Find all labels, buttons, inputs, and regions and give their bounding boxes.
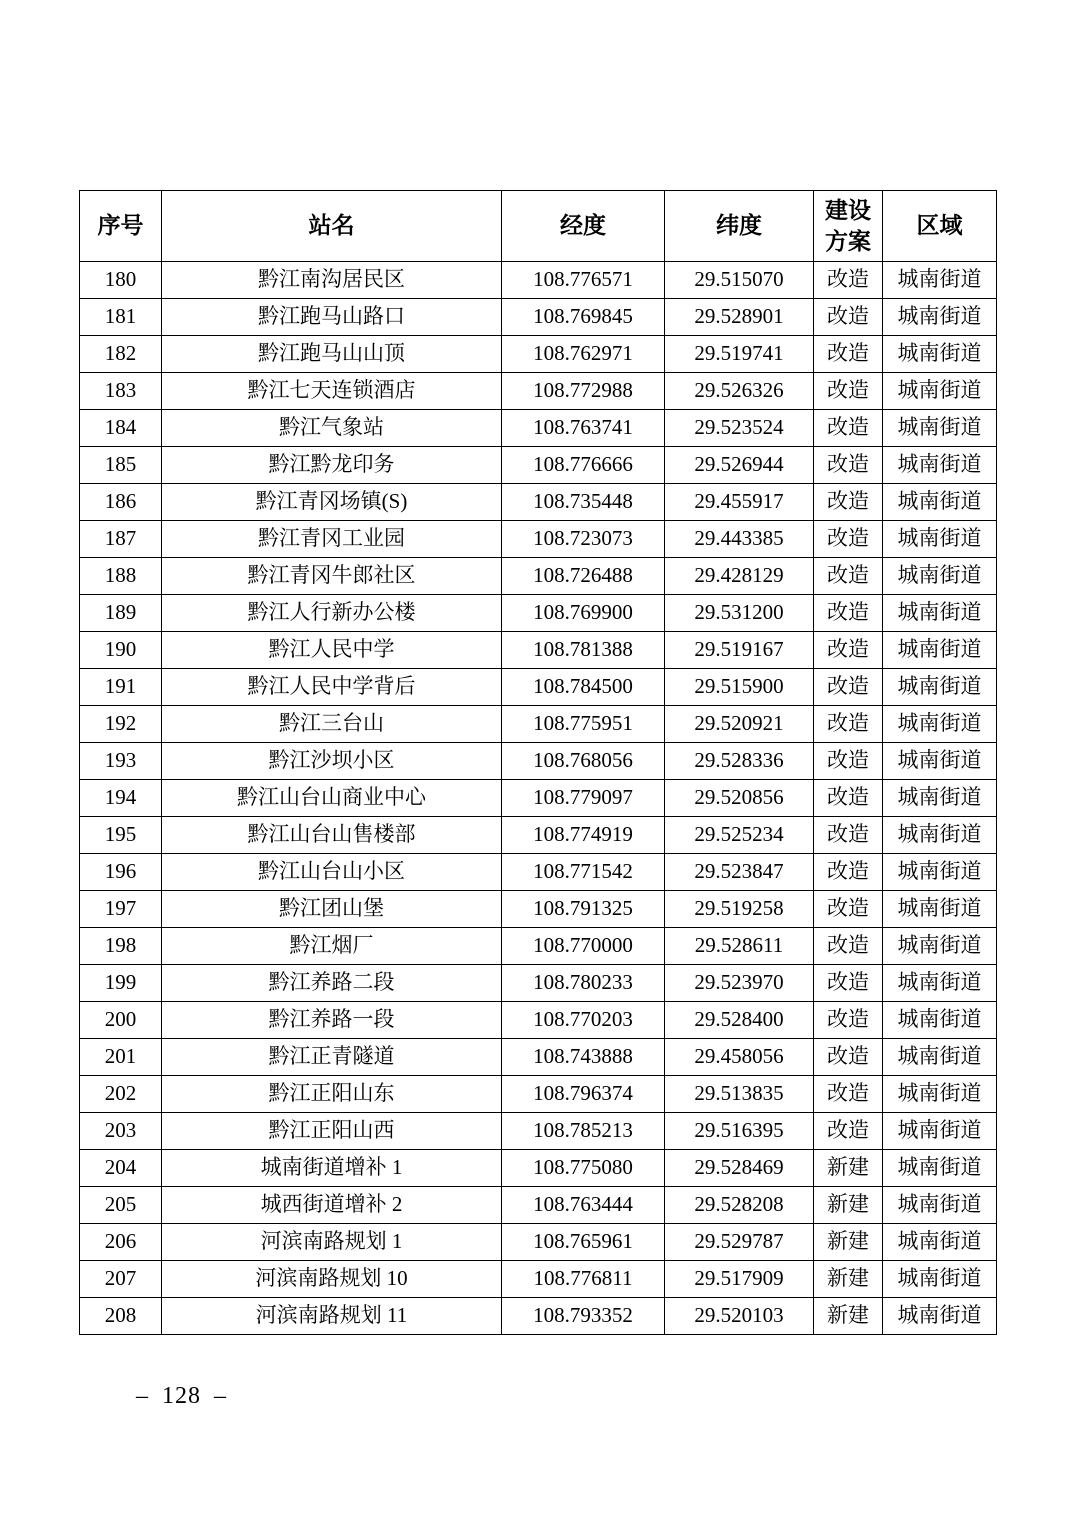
- cell-construction-plan: 改造: [814, 1113, 883, 1150]
- cell-serial: 181: [80, 299, 162, 336]
- cell-district: 城南街道: [883, 1187, 997, 1224]
- cell-serial: 185: [80, 447, 162, 484]
- cell-station-name: 黔江青冈场镇(S): [162, 484, 502, 521]
- cell-district: 城南街道: [883, 817, 997, 854]
- cell-construction-plan: 新建: [814, 1224, 883, 1261]
- cell-serial: 192: [80, 706, 162, 743]
- cell-latitude: 29.516395: [665, 1113, 814, 1150]
- cell-construction-plan: 改造: [814, 1002, 883, 1039]
- cell-station-name: 黔江山台山售楼部: [162, 817, 502, 854]
- cell-serial: 188: [80, 558, 162, 595]
- cell-construction-plan: 改造: [814, 632, 883, 669]
- cell-district: 城南街道: [883, 632, 997, 669]
- cell-station-name: 黔江气象站: [162, 410, 502, 447]
- page-number: – 128 –: [136, 1383, 227, 1409]
- cell-construction-plan: 新建: [814, 1150, 883, 1187]
- cell-station-name: 黔江青冈牛郎社区: [162, 558, 502, 595]
- table-row: [80, 1002, 997, 1039]
- table-row: [80, 595, 997, 632]
- cell-construction-plan: 改造: [814, 965, 883, 1002]
- cell-longitude: 108.779097: [502, 780, 665, 817]
- cell-district: 城南街道: [883, 780, 997, 817]
- table-row: [80, 410, 997, 447]
- cell-serial: 190: [80, 632, 162, 669]
- table-row: [80, 891, 997, 928]
- cell-construction-plan: 改造: [814, 706, 883, 743]
- cell-serial: 205: [80, 1187, 162, 1224]
- table-row: [80, 1113, 997, 1150]
- cell-serial: 198: [80, 928, 162, 965]
- cell-serial: 196: [80, 854, 162, 891]
- cell-latitude: 29.528469: [665, 1150, 814, 1187]
- table-row: [80, 1076, 997, 1113]
- cell-station-name: 河滨南路规划 11: [162, 1298, 502, 1335]
- cell-district: 城南街道: [883, 558, 997, 595]
- table-header: [80, 191, 997, 262]
- table-row: [80, 447, 997, 484]
- cell-latitude: 29.528400: [665, 1002, 814, 1039]
- table-row: [80, 706, 997, 743]
- cell-district: 城南街道: [883, 336, 997, 373]
- cell-serial: 202: [80, 1076, 162, 1113]
- cell-station-name: 黔江养路二段: [162, 965, 502, 1002]
- cell-latitude: 29.519258: [665, 891, 814, 928]
- cell-construction-plan: 改造: [814, 780, 883, 817]
- cell-serial: 207: [80, 1261, 162, 1298]
- cell-serial: 204: [80, 1150, 162, 1187]
- table-row: [80, 484, 997, 521]
- table-row: [80, 1261, 997, 1298]
- cell-construction-plan: 改造: [814, 484, 883, 521]
- cell-latitude: 29.455917: [665, 484, 814, 521]
- table-row: [80, 1150, 997, 1187]
- cell-longitude: 108.775080: [502, 1150, 665, 1187]
- cell-longitude: 108.769900: [502, 595, 665, 632]
- cell-serial: 186: [80, 484, 162, 521]
- cell-construction-plan: 改造: [814, 743, 883, 780]
- cell-station-name: 黔江三台山: [162, 706, 502, 743]
- cell-district: 城南街道: [883, 743, 997, 780]
- cell-construction-plan: 新建: [814, 1298, 883, 1335]
- cell-longitude: 108.765961: [502, 1224, 665, 1261]
- cell-latitude: 29.525234: [665, 817, 814, 854]
- cell-serial: 201: [80, 1039, 162, 1076]
- cell-district: 城南街道: [883, 928, 997, 965]
- cell-longitude: 108.743888: [502, 1039, 665, 1076]
- cell-serial: 191: [80, 669, 162, 706]
- cell-longitude: 108.772988: [502, 373, 665, 410]
- cell-construction-plan: 新建: [814, 1187, 883, 1224]
- cell-latitude: 29.528208: [665, 1187, 814, 1224]
- table-row: [80, 780, 997, 817]
- cell-district: 城南街道: [883, 521, 997, 558]
- cell-construction-plan: 改造: [814, 1039, 883, 1076]
- cell-district: 城南街道: [883, 1261, 997, 1298]
- header-serial: 序号: [80, 191, 162, 262]
- table-body: [80, 262, 997, 1335]
- cell-longitude: 108.780233: [502, 965, 665, 1002]
- cell-construction-plan: 改造: [814, 1076, 883, 1113]
- cell-latitude: 29.526326: [665, 373, 814, 410]
- cell-construction-plan: 新建: [814, 1261, 883, 1298]
- cell-serial: 199: [80, 965, 162, 1002]
- cell-district: 城南街道: [883, 262, 997, 299]
- cell-latitude: 29.428129: [665, 558, 814, 595]
- cell-station-name: 黔江南沟居民区: [162, 262, 502, 299]
- cell-district: 城南街道: [883, 965, 997, 1002]
- cell-longitude: 108.796374: [502, 1076, 665, 1113]
- cell-latitude: 29.517909: [665, 1261, 814, 1298]
- table-row: [80, 262, 997, 299]
- cell-longitude: 108.776811: [502, 1261, 665, 1298]
- cell-station-name: 黔江沙坝小区: [162, 743, 502, 780]
- table-row: [80, 854, 997, 891]
- cell-serial: 203: [80, 1113, 162, 1150]
- cell-district: 城南街道: [883, 447, 997, 484]
- cell-latitude: 29.529787: [665, 1224, 814, 1261]
- cell-construction-plan: 改造: [814, 447, 883, 484]
- cell-construction-plan: 改造: [814, 373, 883, 410]
- cell-station-name: 黔江跑马山路口: [162, 299, 502, 336]
- header-longitude: 经度: [502, 191, 665, 262]
- cell-latitude: 29.515070: [665, 262, 814, 299]
- cell-longitude: 108.776571: [502, 262, 665, 299]
- cell-latitude: 29.520856: [665, 780, 814, 817]
- cell-district: 城南街道: [883, 299, 997, 336]
- cell-serial: 189: [80, 595, 162, 632]
- cell-serial: 200: [80, 1002, 162, 1039]
- cell-latitude: 29.515900: [665, 669, 814, 706]
- cell-serial: 180: [80, 262, 162, 299]
- cell-longitude: 108.735448: [502, 484, 665, 521]
- cell-longitude: 108.775951: [502, 706, 665, 743]
- header-construction-plan: 建设方案: [814, 191, 883, 262]
- cell-longitude: 108.763444: [502, 1187, 665, 1224]
- cell-station-name: 黔江青冈工业园: [162, 521, 502, 558]
- cell-serial: 206: [80, 1224, 162, 1261]
- cell-latitude: 29.528901: [665, 299, 814, 336]
- cell-construction-plan: 改造: [814, 299, 883, 336]
- cell-station-name: 黔江人民中学背后: [162, 669, 502, 706]
- cell-serial: 195: [80, 817, 162, 854]
- cell-station-name: 黔江烟厂: [162, 928, 502, 965]
- cell-latitude: 29.523970: [665, 965, 814, 1002]
- cell-longitude: 108.774919: [502, 817, 665, 854]
- cell-station-name: 黔江人民中学: [162, 632, 502, 669]
- table-row: [80, 1224, 997, 1261]
- header-district: 区域: [883, 191, 997, 262]
- header-latitude: 纬度: [665, 191, 814, 262]
- cell-longitude: 108.768056: [502, 743, 665, 780]
- cell-serial: 208: [80, 1298, 162, 1335]
- cell-station-name: 黔江养路一段: [162, 1002, 502, 1039]
- cell-latitude: 29.513835: [665, 1076, 814, 1113]
- table-row: [80, 965, 997, 1002]
- cell-station-name: 黔江山台山商业中心: [162, 780, 502, 817]
- cell-construction-plan: 改造: [814, 336, 883, 373]
- cell-station-name: 城西街道增补 2: [162, 1187, 502, 1224]
- cell-station-name: 黔江团山堡: [162, 891, 502, 928]
- cell-serial: 193: [80, 743, 162, 780]
- table-row: [80, 928, 997, 965]
- table-row: [80, 299, 997, 336]
- cell-serial: 184: [80, 410, 162, 447]
- table-row: [80, 373, 997, 410]
- table-row: [80, 1187, 997, 1224]
- cell-longitude: 108.726488: [502, 558, 665, 595]
- cell-station-name: 黔江七天连锁酒店: [162, 373, 502, 410]
- station-table: [79, 190, 997, 1335]
- cell-latitude: 29.523847: [665, 854, 814, 891]
- cell-district: 城南街道: [883, 1002, 997, 1039]
- cell-latitude: 29.519741: [665, 336, 814, 373]
- cell-construction-plan: 改造: [814, 854, 883, 891]
- cell-district: 城南街道: [883, 669, 997, 706]
- cell-district: 城南街道: [883, 1076, 997, 1113]
- cell-construction-plan: 改造: [814, 521, 883, 558]
- cell-serial: 187: [80, 521, 162, 558]
- cell-longitude: 108.791325: [502, 891, 665, 928]
- cell-longitude: 108.771542: [502, 854, 665, 891]
- cell-latitude: 29.519167: [665, 632, 814, 669]
- cell-construction-plan: 改造: [814, 262, 883, 299]
- cell-district: 城南街道: [883, 854, 997, 891]
- cell-district: 城南街道: [883, 410, 997, 447]
- cell-latitude: 29.520103: [665, 1298, 814, 1335]
- cell-district: 城南街道: [883, 891, 997, 928]
- cell-longitude: 108.770000: [502, 928, 665, 965]
- cell-construction-plan: 改造: [814, 558, 883, 595]
- cell-station-name: 城南街道增补 1: [162, 1150, 502, 1187]
- table-row: [80, 743, 997, 780]
- cell-serial: 197: [80, 891, 162, 928]
- cell-construction-plan: 改造: [814, 891, 883, 928]
- cell-construction-plan: 改造: [814, 595, 883, 632]
- cell-latitude: 29.520921: [665, 706, 814, 743]
- cell-latitude: 29.458056: [665, 1039, 814, 1076]
- cell-station-name: 黔江正阳山东: [162, 1076, 502, 1113]
- cell-construction-plan: 改造: [814, 410, 883, 447]
- cell-station-name: 河滨南路规划 1: [162, 1224, 502, 1261]
- cell-longitude: 108.762971: [502, 336, 665, 373]
- cell-station-name: 河滨南路规划 10: [162, 1261, 502, 1298]
- table-row: [80, 558, 997, 595]
- cell-longitude: 108.785213: [502, 1113, 665, 1150]
- table-row: [80, 336, 997, 373]
- table-row: [80, 817, 997, 854]
- cell-latitude: 29.528336: [665, 743, 814, 780]
- cell-latitude: 29.528611: [665, 928, 814, 965]
- cell-longitude: 108.763741: [502, 410, 665, 447]
- cell-serial: 183: [80, 373, 162, 410]
- cell-station-name: 黔江人行新办公楼: [162, 595, 502, 632]
- cell-longitude: 108.723073: [502, 521, 665, 558]
- cell-station-name: 黔江山台山小区: [162, 854, 502, 891]
- cell-station-name: 黔江黔龙印务: [162, 447, 502, 484]
- table-row: [80, 1298, 997, 1335]
- cell-longitude: 108.781388: [502, 632, 665, 669]
- cell-district: 城南街道: [883, 1150, 997, 1187]
- cell-construction-plan: 改造: [814, 669, 883, 706]
- cell-station-name: 黔江跑马山山顶: [162, 336, 502, 373]
- cell-longitude: 108.776666: [502, 447, 665, 484]
- cell-district: 城南街道: [883, 1298, 997, 1335]
- cell-district: 城南街道: [883, 1224, 997, 1261]
- cell-latitude: 29.523524: [665, 410, 814, 447]
- cell-district: 城南街道: [883, 484, 997, 521]
- cell-longitude: 108.784500: [502, 669, 665, 706]
- cell-district: 城南街道: [883, 1113, 997, 1150]
- cell-longitude: 108.770203: [502, 1002, 665, 1039]
- cell-longitude: 108.793352: [502, 1298, 665, 1335]
- cell-serial: 182: [80, 336, 162, 373]
- cell-longitude: 108.769845: [502, 299, 665, 336]
- cell-construction-plan: 改造: [814, 817, 883, 854]
- cell-latitude: 29.531200: [665, 595, 814, 632]
- table-row: [80, 1039, 997, 1076]
- header-station-name: 站名: [162, 191, 502, 262]
- cell-district: 城南街道: [883, 373, 997, 410]
- cell-station-name: 黔江正阳山西: [162, 1113, 502, 1150]
- cell-district: 城南街道: [883, 706, 997, 743]
- cell-latitude: 29.526944: [665, 447, 814, 484]
- table-row: [80, 521, 997, 558]
- header-row: [80, 191, 997, 262]
- cell-district: 城南街道: [883, 1039, 997, 1076]
- table-row: [80, 669, 997, 706]
- cell-station-name: 黔江正青隧道: [162, 1039, 502, 1076]
- table-row: [80, 632, 997, 669]
- cell-construction-plan: 改造: [814, 928, 883, 965]
- cell-district: 城南街道: [883, 595, 997, 632]
- cell-serial: 194: [80, 780, 162, 817]
- cell-latitude: 29.443385: [665, 521, 814, 558]
